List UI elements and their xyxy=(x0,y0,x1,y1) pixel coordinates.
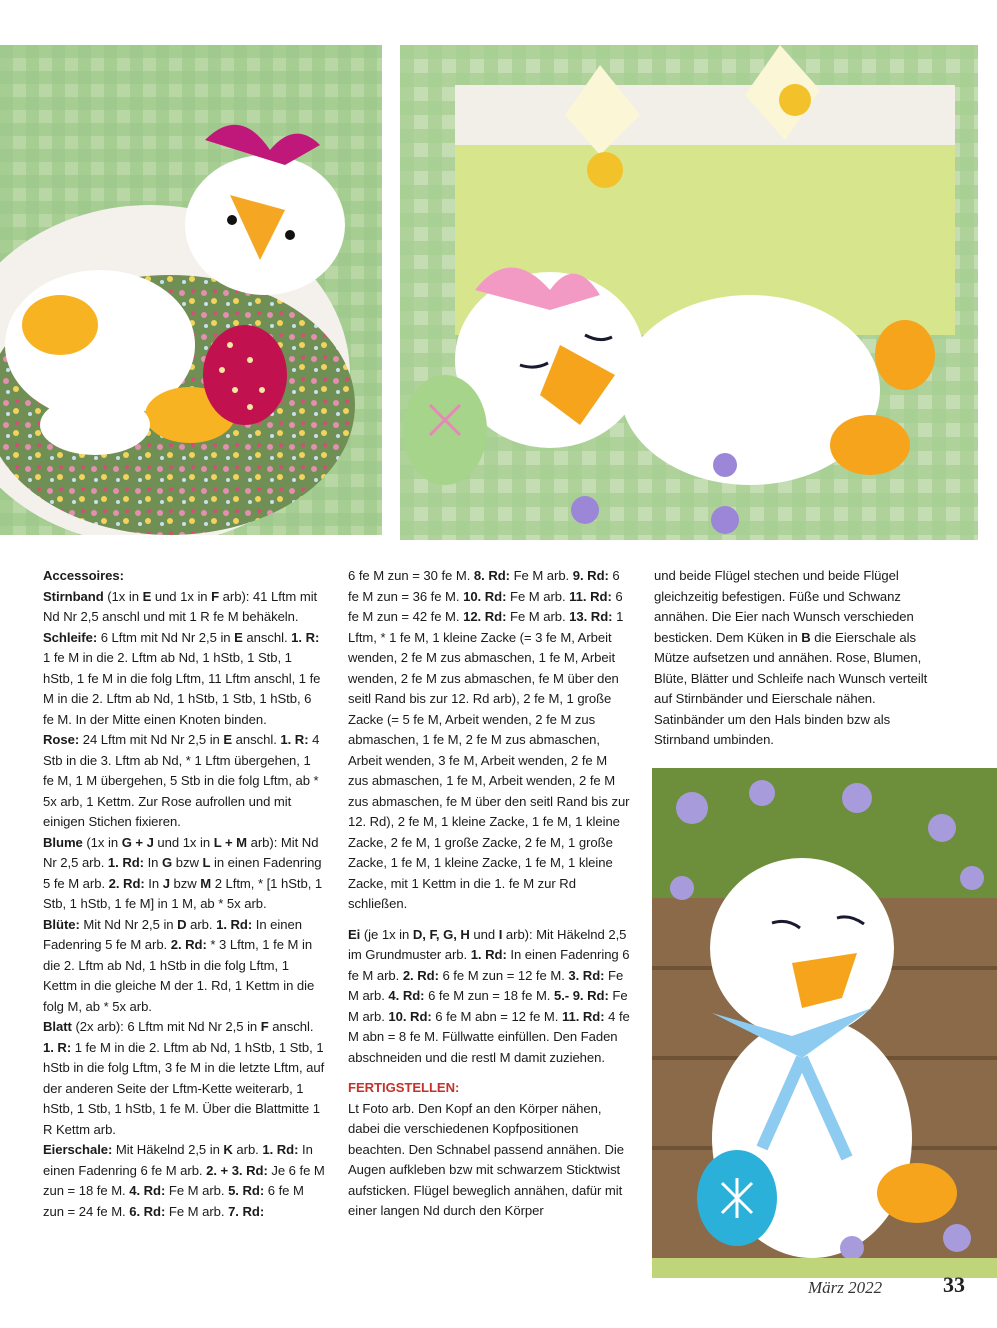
paragraph-gap xyxy=(348,1068,630,1078)
text-column-1 xyxy=(43,566,325,1222)
issue-date: März 2022 xyxy=(808,1278,883,1297)
instruction-paragraph: Schleife: 6 Lftm mit Nd Nr 2,5 in E anschl. 1. R: 1 fe M in die 2. Lftm ab Nd, 1 hStb, 1 Stb, 1 hStb, 1 fe M in die folg Lftm, 11 Lftm anschl, 1 fe M in die 2. Lftm ab Nd, 1 hStb, 1 Stb, 1 hStb, 6 fe M. In der Mitte einen Knoten binden. xyxy=(43,629,321,727)
instruction-paragraph: Blatt (2x arb): 6 Lftm mit Nd Nr 2,5 in F anschl. 1. R: 1 fe M in die 2. Lftm ab Nd, 1 hStb, 1 Stb, 1 hStb in die folg Lftm, 3 fe M in die letzte Lftm, auf der anderen Seite der Lftm-Kette weiterarb, 1 hStb, 1 Stb, 1 hStb, 1 fe M. Über die Blattmitte 1 R Kettm arb. xyxy=(43,1019,325,1137)
section-heading: FERTIGSTELLEN: xyxy=(348,1080,460,1095)
photo-duck-with-bow xyxy=(0,45,382,535)
instruction-paragraph: Eierschale: Mit Häkelnd 2,5 in K arb. 1. Rd: In einen Fadenring 6 fe M arb. 2. + 3. Rd: Je 6 fe M zun = 18 fe M. 4. Rd: Fe M arb. 5. Rd: 6 fe M zun = 24 fe M. 6. Rd: Fe M arb. 7. Rd: xyxy=(43,1142,325,1219)
instruction-paragraph: Lt Foto arb. Den Kopf an den Körper nähen, dabei die verschiedenen Kopfpositionen beachten. Den Schnabel passend annähen. Die Augen aufkleben bzw mit schwarzem Sticktwist aufsticken. Flügel beweglich annähen, dafür mit einer langen Nd durch den Körper xyxy=(348,1100,624,1218)
instruction-paragraph: Rose: 24 Lftm mit Nd Nr 2,5 in E anschl. 1. R: 4 Stb in die 3. Lftm ab Nd, * 1 Lftm übergehen, 1 fe M, 1 M übergehen, 5 Stb in die folg Lftm, ab * 5x arb, 1 Kettm. Zur Rose aufrollen und mit einigen Stichen fixieren. xyxy=(43,732,320,829)
instruction-paragraph: Ei (je 1x in D, F, G, H und I arb): Mit Häkelnd 2,5 im Grundmuster arb. 1. Rd: In einen Fadenring 6 fe M arb. 2. Rd: 6 fe M zun = 12 fe M. 3. Rd: Fe M arb. 4. Rd: 6 fe M zun = 18 fe M. 5.- 9. Rd: Fe M arb. 10. Rd: 6 fe M abn = 12 fe M. 11. Rd: 4 fe M abn = 8 fe M. Füllwatte einfüllen. Den Faden abschneiden und die restl M damit zuziehen. xyxy=(348,926,630,1065)
instruction-paragraph: Stirnband (1x in E und 1x in F arb): 41 Lftm mit Nd Nr 2,5 anschl und mit 1 R fe M behäkeln. xyxy=(43,588,318,624)
page-number: 33 xyxy=(943,1272,965,1297)
photo-sleeping-duck xyxy=(400,45,978,540)
text-column-3 xyxy=(654,566,939,751)
text-column-2 xyxy=(348,566,630,1222)
instruction-paragraph: Blume (1x in G + J und 1x in L + M arb): Mit Nd Nr 2,5 arb. 1. Rd: In G bzw L in einen Fadenring 5 fe M arb. 2. Rd: In J bzw M 2 Lftm, * [1 hStb, 1 Stb, 1 hStb, 1 fe M] in 1 M, ab * 5x arb. xyxy=(43,834,323,911)
instruction-paragraph: Blüte: Mit Nd Nr 2,5 in D arb. 1. Rd: In einen Fadenring 5 fe M arb. 2. Rd: * 3 Lftm, 1 fe M in die 2. Lftm ab Nd, 1 hStb in die folg Lftm, 1 Kettm in die gleiche M der 1. Rd, 1 Kettm in die folg M, ab * 5x arb. xyxy=(43,916,315,1014)
paragraph-gap xyxy=(348,915,630,925)
instruction-paragraph: und beide Flügel stechen und beide Flügel gleichzeitig befestigen. Füße und Schwanz annähen. Die Eier nach Wunsch verschieden besticken. Dem Küken in B die Eierschale als Mütze aufsetzen und annähen. Rose, Blumen, Blüte, Blätter und Schleife nach Wunsch verteilt auf Stirnbänder und Eierschale nähen. Satinbänder um den Hals binden bzw als Stirnband umbinden. xyxy=(654,568,928,747)
section-heading: Accessoires: xyxy=(43,568,124,583)
photo-duck-with-blue-ribbon xyxy=(652,768,997,1278)
instruction-paragraph: 6 fe M zun = 30 fe M. 8. Rd: Fe M arb. 9. Rd: 6 fe M zun = 36 fe M. 10. Rd: Fe M arb. 11. Rd: 6 fe M zun = 42 fe M. 12. Rd: Fe M arb. 13. Rd: 1 Lftm, * 1 fe M, 1 kleine Zacke (= 3 fe M, Arbeit wenden, 2 fe M zus abmaschen, 1 fe M, Arbeit wenden, 2 fe M zus abmaschen, fe M über den seitl Rand bis zur 12. Rd arb), 2 fe M, 1 große Zacke (= 5 fe M, Arbeit wenden, 2 fe M zus abmaschen, 1 fe M, 2 fe M zus abmaschen, Arbeit wenden, 3 fe M, Arbeit wenden, 2 fe M zus abmaschen, 1 fe M, Arbeit wenden, 2 fe M zus abmaschen, fe M über den seitl Rand bis zur 12. Rd), 2 fe M, 1 kleine Zacke, 1 fe M, 1 kleine Zacke, 2 fe M, 1 große Zacke, 2 fe M, 1 große Zacke, 1 fe M, 1 kleine Zacke, 1 fe M, 1 kleine Zacke, mit 1 Kettm in die 1. fe M zur Rd schließen. xyxy=(348,568,630,911)
